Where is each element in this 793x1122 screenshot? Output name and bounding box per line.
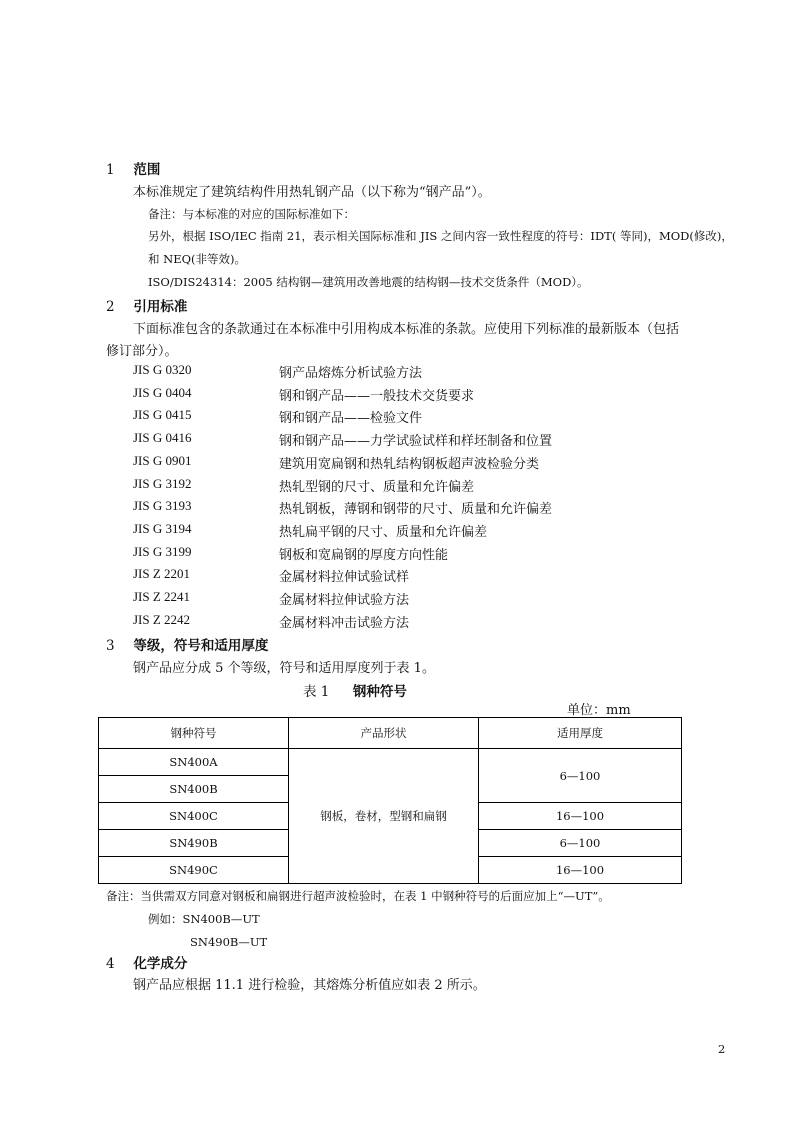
reference-title: 金属材料冲击试验方法 xyxy=(279,615,410,631)
reference-title: 热轧扁平钢的尺寸、质量和允许偏差 xyxy=(279,524,488,540)
reference-title: 钢和钢产品——一般技术交货要求 xyxy=(279,388,475,404)
table-cell-shape: 钢板，卷材，型钢和扁钢 xyxy=(289,749,479,884)
section-3-title: 等级，符号和适用厚度 xyxy=(133,638,269,654)
table-cell-grade: SN400B xyxy=(99,776,289,803)
section-3-body: 钢产品应分成 5 个等级，符号和适用厚度列于表 1。 xyxy=(133,661,435,676)
section-2-body-line-1: 下面标准包含的条款通过在本标准中引用构成本标准的条款。应使用下列标准的最新版本（包括 xyxy=(133,322,680,337)
table-cell-grade: SN490B xyxy=(99,830,289,857)
reference-code: JIS G 0320 xyxy=(133,362,192,377)
table-cell-thickness: 16—100 xyxy=(479,803,682,830)
section-4-heading xyxy=(106,952,187,972)
table-header-shape: 产品形状 xyxy=(289,718,479,749)
table-cell-thickness: 6—100 xyxy=(479,830,682,857)
section-2-body-line-2: 修订部分）。 xyxy=(106,344,178,359)
table-cell-thickness: 16—100 xyxy=(479,857,682,884)
reference-code: JIS Z 2201 xyxy=(133,566,191,582)
reference-title: 钢和钢产品——检验文件 xyxy=(279,411,423,427)
reference-code: JIS G 0416 xyxy=(133,430,192,446)
reference-title: 热轧型钢的尺寸、质量和允许偏差 xyxy=(279,479,475,495)
table-header-row xyxy=(99,718,682,749)
reference-title: 钢和钢产品——力学试验试样和样坯制备和位置 xyxy=(279,434,553,450)
reference-code: JIS G 3193 xyxy=(133,498,192,514)
table-1 xyxy=(98,717,682,884)
section-3-number: 3 xyxy=(106,638,115,654)
reference-title: 金属材料拉伸试验方法 xyxy=(279,593,410,608)
table-cell-grade: SN490C xyxy=(99,857,289,884)
section-4-number: 4 xyxy=(106,956,115,972)
table-1-example-1: 例如：SN400B—UT xyxy=(148,912,260,926)
section-1-body: 本标准规定了建筑结构件用热轧钢产品（以下称为“钢产品”）。 xyxy=(133,185,491,200)
table-1-note: 备注：当供需双方同意对钢板和扁钢进行超声波检验时，在表 1 中钢种符号的后面应加上“—UT”。 xyxy=(106,889,610,903)
reference-title: 热轧钢板，薄钢和钢带的尺寸、质量和允许偏差 xyxy=(279,502,553,518)
page-number: 2 xyxy=(718,1042,726,1056)
table-1-unit: 单位：mm xyxy=(567,703,631,718)
table-cell-thickness: 6—100 xyxy=(479,749,682,803)
reference-code: JIS G 0901 xyxy=(133,452,192,468)
reference-code: JIS G 3192 xyxy=(133,475,192,491)
section-2-number: 2 xyxy=(106,299,115,315)
section-1-note-line-3: 和 NEQ(非等效)。 xyxy=(148,252,247,266)
reference-code: JIS Z 2242 xyxy=(133,611,191,627)
reference-title: 钢板和宽扁钢的厚度方向性能 xyxy=(279,547,449,563)
reference-code: JIS G 0404 xyxy=(133,384,192,400)
reference-code: JIS G 3194 xyxy=(133,520,192,536)
section-3-heading xyxy=(106,634,268,654)
reference-title: 金属材料拉伸试验试样 xyxy=(279,570,410,586)
table-1-caption-title: 钢种符号 xyxy=(352,684,407,700)
section-1-note-line-4: ISO/DIS24314：2005 结构钢—建筑用改善地震的结构钢—技术交货条件（MOD）。 xyxy=(148,275,589,289)
table-1-caption-number: 表 1 xyxy=(303,684,330,700)
section-1-note-label: 备注：与本标准的对应的国际标准如下： xyxy=(148,207,355,221)
section-1-number: 1 xyxy=(106,162,115,178)
reference-title: 建筑用宽扁钢和热轧结构钢板超声波检验分类 xyxy=(279,456,540,472)
table-1-example-2: SN490B—UT xyxy=(190,935,268,949)
reference-code: JIS G 3199 xyxy=(133,543,192,559)
table-cell-grade: SN400A xyxy=(99,749,289,776)
table-row xyxy=(99,749,682,776)
table-header-grade: 钢种符号 xyxy=(99,718,289,749)
table-1-caption xyxy=(303,680,407,700)
reference-code: JIS G 0415 xyxy=(133,407,192,423)
section-4-body: 钢产品应根据 11.1 进行检验，其熔炼分析值应如表 2 所示。 xyxy=(133,978,486,993)
section-1-note-line-2: 另外，根据 ISO/IEC 指南 21，表示相关国际标准和 JIS 之间内容一致性程度的符号：IDT( 等同)，MOD(修改)， xyxy=(148,229,733,243)
section-2-heading xyxy=(106,295,187,315)
section-1-heading xyxy=(106,158,160,178)
section-2-title: 引用标准 xyxy=(133,299,188,315)
reference-code: JIS Z 2241 xyxy=(133,589,191,604)
section-1-title: 范围 xyxy=(133,162,161,178)
reference-title: 钢产品熔炼分析试验方法 xyxy=(279,366,423,381)
table-header-thickness: 适用厚度 xyxy=(479,718,682,749)
table-cell-grade: SN400C xyxy=(99,803,289,830)
section-4-title: 化学成分 xyxy=(133,956,188,972)
